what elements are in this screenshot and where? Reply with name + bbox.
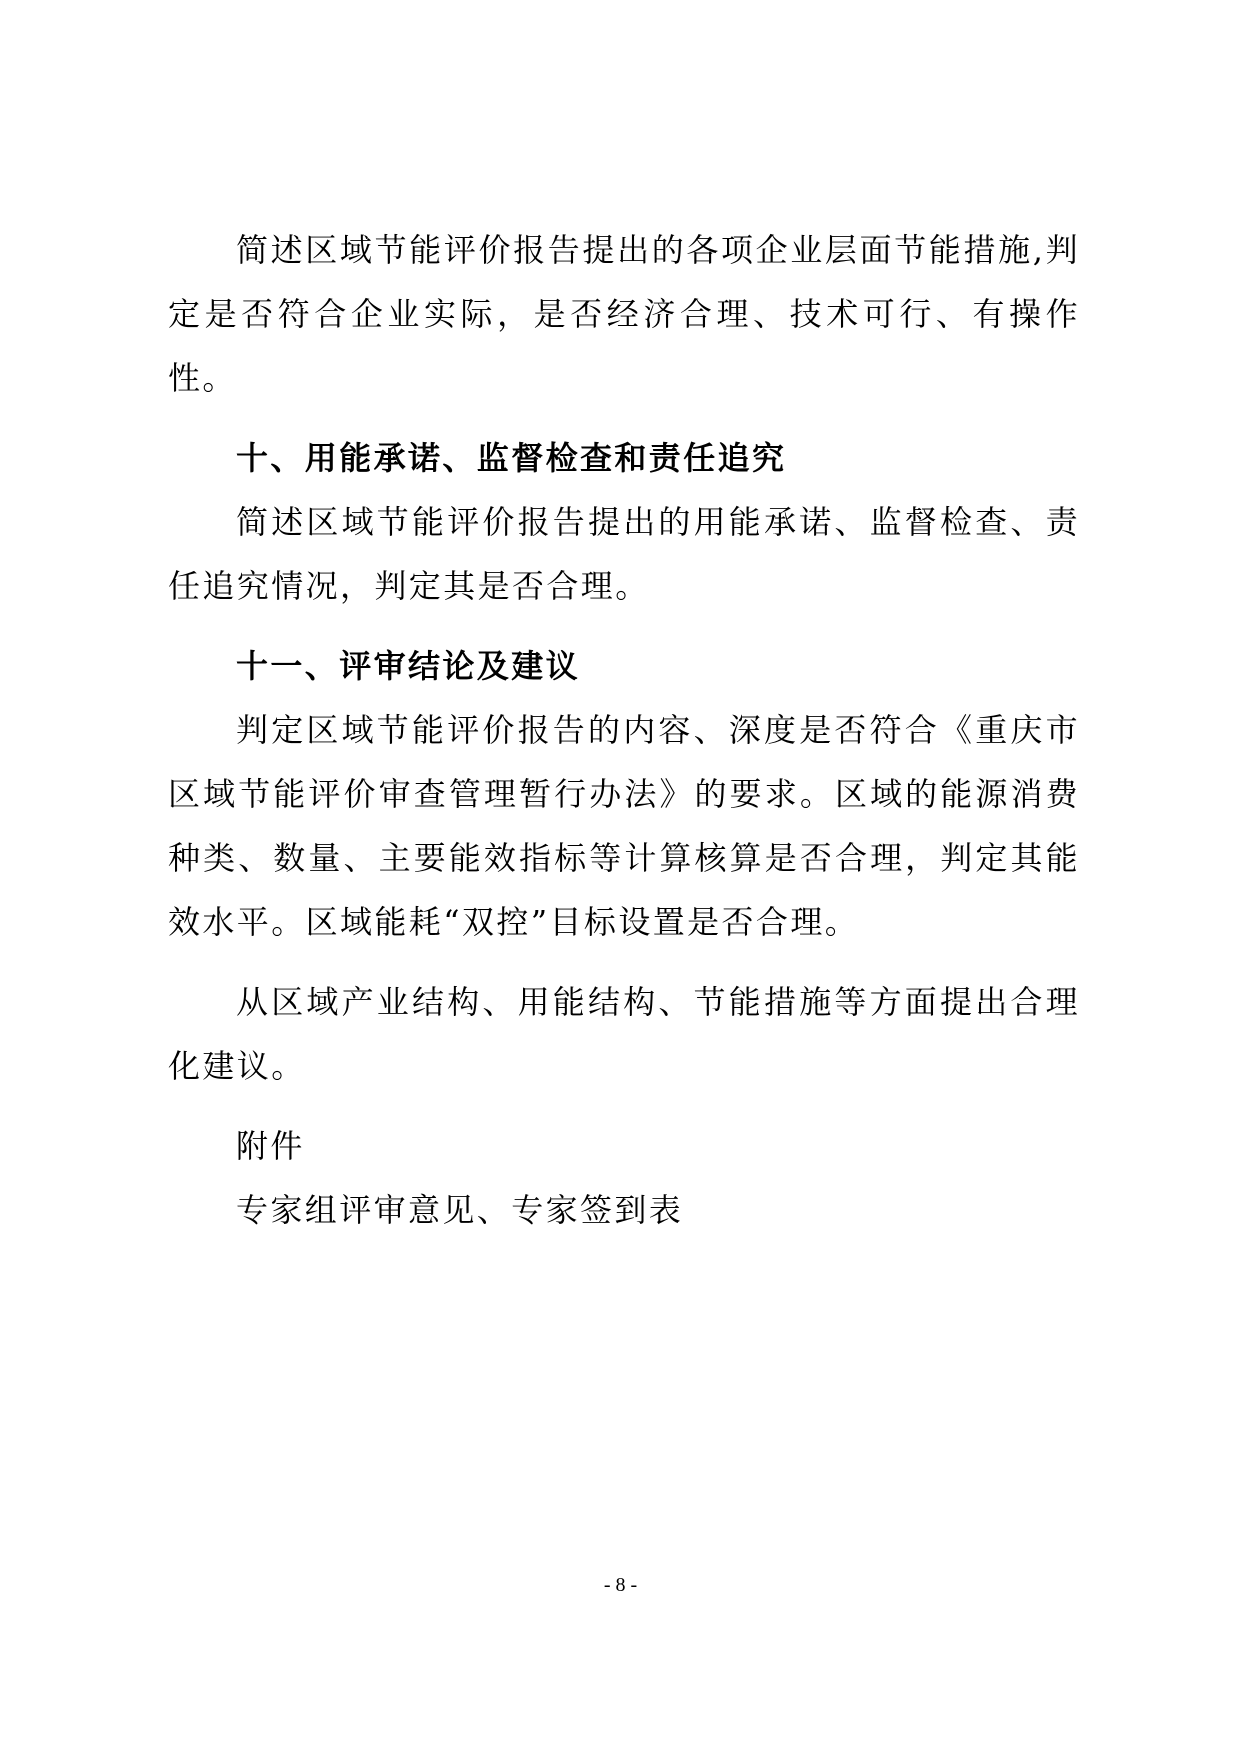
paragraph-commitment: 简述区域节能评价报告提出的用能承诺、监督检查、责任追究情况，判定其是否合理。 [168, 503, 1080, 605]
document-body [168, 218, 1080, 1242]
attachment-title: 附件 [236, 1127, 305, 1165]
page-number: - 8 - [603, 1574, 638, 1596]
section-heading-10: 十、用能承诺、监督检查和责任追究 [236, 439, 787, 477]
attachment-body: 专家组评审意见、专家签到表 [236, 1191, 684, 1229]
paragraph-conclusion: 判定区域节能评价报告的内容、深度是否符合《重庆市区域节能评价审查管理暂行办法》的要求。区域的能源消费种类、数量、主要能效指标等计算核算是否合理，判定其能效水平。区域能耗“双控”目标设置是否合理。 [168, 711, 1080, 941]
paragraph-suggestions: 从区域产业结构、用能结构、节能措施等方面提出合理化建议。 [168, 983, 1080, 1085]
section-heading-11: 十一、评审结论及建议 [236, 647, 581, 685]
paragraph-energy-measures: 简述区域节能评价报告提出的各项企业层面节能措施,判定是否符合企业实际，是否经济合理、技术可行、有操作性。 [168, 231, 1080, 397]
